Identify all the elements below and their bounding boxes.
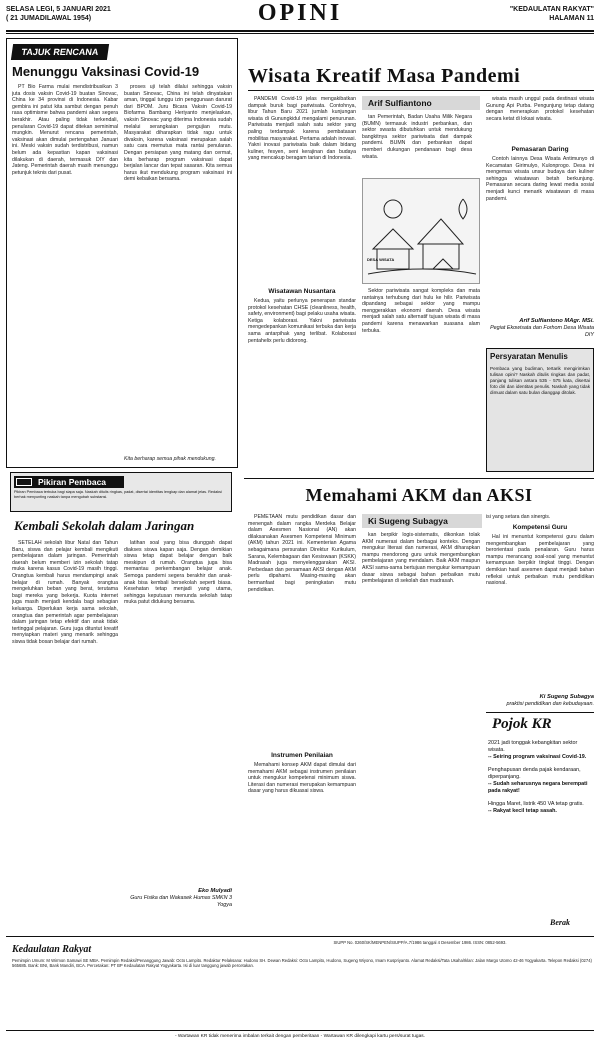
aksi-byline [486,694,594,708]
wisata-author: Arif Sulfiantono MAgr. MSi. [519,318,594,324]
masthead-logo: Kedaulatan Rakyat [12,944,92,955]
header-paper-line2: HALAMAN 11 [549,15,594,22]
footer-tagline: - Wartawan KR tidak menerima imbalan terkait dengan pemberitaan - Wartawan KR dilengkapi kartu pers/surat tugas. [175,1034,425,1039]
wisata-col3b [486,156,594,316]
village-illustration-svg [363,179,480,284]
pojok-item2-resp: -- Sudah seharusnya negara berempati pada rakyat! [488,781,588,794]
tajuk-title: Menunggu Vaksinasi Covid-19 [12,64,200,79]
footer-rule [6,1030,594,1031]
wisata-title-rule [248,90,594,91]
aksi-author: Ki Sugeng Subagya [539,694,594,700]
masthead-details: Pemimpin Umum: M Wirmon Samawi SE MBA. Pemimpin Redaksi/Penanggung Jawab: Octo Lampito. Redaktur Pelaksana: Hudono SH. Dewan Redaksi: Octo Lampito, Hudono, Sugeng Wiyono, Imam Kuspriyanto. Alamat Redaksi/Tata Usaha/Iklan: Jalan Margo Utomo 42-46 Yogyakarta. Telepon Redaksi (0274) 565685. Bank: BNI, Bank Mandiri, BCA. Percetakan: PT BP Kedaulatan Rakyat Yogyakarta. Isi di luar tanggung jawab percetakan. [12,958,592,969]
wisata-author-note: Pegiat Ekowisata dan Forhom Desa Wisata DIY [490,325,594,338]
aksi-col1-text: PEMETAAN mutu pendidikan dasar dan menengah dalam rangka Merdeka Belajar dalam Asesmen Nasional (AN) akan dilaksanakan Asesmen Kompetensi Minimum (AKM) tahun 2021 ini. Kementerian Agama sebagaimana persuratan Direktur Kurikulum, Sarana, Kelembagaan dan Kesiswaan (KSKK) Madrasah juga menyelenggarakan AKSI. Perbedaan dan persamaan AKSI dengan AKM perlu dipahami. Masing-masing akan bermanfaat bagi peningkatan mutu pendidikan. [248,514,356,593]
pikiran-col1-text: SETELAH sekolah libur Natal dan Tahun Baru, siswa dan pelajar kembali mengikuti pembelajaran dalam jaringan. Pemerintah daerah belum memberi izin sekolah tatap muka karena kasus Covid-19 masih tinggi. Orangtua kembali harus mendampingi anak belajar di rumah. Banyak orangtua mengeluhkan beban yang berat, terutama bagi mereka yang bekerja. Kuota internet juga masih menjadi kendala bagi sebagian keluarga. Diperlukan kerja sama sekolah, orangtua dan pemerintah agar pembelajaran dalam jaringan tetap efektif dan anak tidak tertinggal pelajaran. Guru juga dituntut kreatif menyiapkan materi yang menarik sehingga siswa tidak bosan belajar dari rumah. [12,540,118,645]
wisata-col2b-text: Sektor pariwisata sangat kompleks dan mata rantainya terhubung dari hulu ke hilir. Pariwisata dipandang sebagai sektor yang mampu menggerakkan ekonomi daerah. Desa wisata menjadi salah satu alternatif tujuan wisata di masa pandemi karena menawarkan suasana alam terbuka. [362,288,480,334]
wisata-col1-text: PANDEMI Covid-19 jelas mengakibatkan dampak buruk bagi pariwisata. Contohnya, libur Tahun Baru 2021 jumlah kunjungan wisata di Gunungkidul mengalami penurunan. Pariwisata menjadi salah satu sektor yang paling terdampak karena pembatasan mobilitas masyarakat. Pertama adalah inovasi. Yakni inovasi pariwisata baik dalam bidang kuliner, fesyen, seni kerajinan dan budaya yang mencakup beragam tarian di Indonesia. [248,96,356,162]
wisata-title: Wisata Kreatif Masa Pandemi [248,65,521,87]
wisata-author-band: Arif Sulfiantono [362,96,480,110]
aksi-col1b [248,762,356,932]
pojok-title: Pojok KR [492,716,552,732]
pojok-item1: 2021 jadi tonggak kebangkitan sektor wisata. [488,740,578,753]
pojok-signature: Berak [550,918,570,927]
pikiran-byline [124,888,232,909]
aksi-col3: isi yang setara dan sinergis. [486,514,551,520]
wisata-col1b-text: Kedua, yaitu perlunya penerapan standar protokol kesehatan CHSE (cleanliness, health, safety, environment) bagi pelaku usaha wisata. Ketiga kolaborasi. Yakni pariwisata mengedepankan komunikasi terbuka dan kerja sama antarpihak yang terlibat. Kolaborasi pentahelix perlu didorong. [248,298,356,344]
wisata-col3-subhead: Pemasaran Daring [511,146,569,153]
aksi-col2 [362,532,480,932]
persyaratan-title: Persyaratan Menulis [490,352,568,361]
tajuk-col1-text: PT Bio Farma mulai mendistribusikan 3 juta dosis vaksin Covid-19 buatan Sinovac, China ke 34 provinsi di Indonesia. Kabar gembira ini patut kita sambut dengan penuh rasa optimisme bahwa pandemi akan segera berakhir. Atau paling tidak terkendali, penularan Covid-19 dapat ditekan seminimal mungkin. Menurut rencana pemerintah, vaksinasi akan dimulai pertengahan Januari ini. Meski vaksin sudah terdistribusi, namun belum ada kepastian kapan vaksinasi dilakukan di daerah, termasuk DIY dan Jateng. Pemerintah daerah masih menunggu petunjuk teknis dari pusat. [12,84,118,176]
wisata-col3b-text: Contoh lainnya Desa Wisata Antimunyo di Kecamatan Girimulyo, Kulonprogo. Desa ini mengemas wisata unsur budaya dan kuliner sehingga wisatawan betah berkunjung. Pemasaran secara daring lewat media sosial menjadi kunci menarik wisatawan di masa pandemi. [486,156,594,202]
pojok-item3: Hingga Maret, listrik 450 VA tetap gratis. [488,801,584,807]
wisata-col2 [362,114,472,174]
pikiran-title: Kembali Sekolah dalam Jaringan [14,518,195,533]
aksi-title: Memahami AKM dan AKSI [305,485,533,505]
pikiran-author: Eko Mulyadi [198,888,232,894]
tajuk-col2 [124,84,232,454]
pojok-rule [486,712,594,713]
pikiran-col1 [12,540,118,930]
pojok-item3-resp: -- Rakyat kecil tetap sasah. [488,808,557,814]
masthead-rule [6,936,594,937]
header-date-line1: SELASA LEGI, 5 JANUARI 2021 [6,6,111,13]
pojok-item1-resp: -- Seiring program vaksinasi Covid-19. [488,754,587,760]
wisata-col3 [486,96,594,142]
wisata-subhead: Wisatawan Nusantara [268,288,336,295]
pikiran-author-note: Guru Fisika dan Wakasek Humas SMKN 3 Yogya [130,895,232,908]
section-title: OPINI [257,0,343,26]
aksi-author-band: Ki Sugeng Subagya [362,514,482,528]
aksi-col3b [486,534,594,692]
persyaratan-text: Pembaca yang budiman, tertarik mengirimkan tulisan opini? Naskah ditulis ringkas dan padat, panjang tulisan antara 535 - 575 kata, disertai foto diri dan identitas penulis. Naskah yang tidak dimuat dalam satu bulan dianggap ditolak. [490,366,590,395]
wisata-col3-text: wisata masih unggul pada destinasi wisata Gunung Api Purba. Pengunjung tetap datang dengan menerapkan protokol kesehatan secara ketat di lokasi wisata. [486,96,594,122]
aksi-top-rule [244,478,594,479]
aksi-col1 [248,514,356,748]
tajuk-signoff: Kita berharap semua pihak mendukung. [124,456,216,462]
pikiran-label: Pikiran Pembaca [14,476,124,488]
wisata-col2b [362,288,480,468]
header-paper [510,5,594,23]
pikiran-notice: Pikiran Pembaca terbuka bagi siapa saja. Naskah ditulis ringkas, padat, disertai identitas lengkap dan alamat jelas. Redaksi berhak menyunting naskah tanpa mengubah substansi. [14,490,222,499]
wisata-col1b [248,298,356,468]
header-rule-thin [6,33,594,34]
aksi-col1b-text: Memahami konsep AKM dapat dimulai dari memahami AKM sebagai instrumen penilaian untuk mengukur kompetensi minimum siswa. Literasi dan numerasi merupakan kemampuan dasar yang harus dikuasai siswa. [248,762,356,795]
header-paper-line1: "KEDAULATAN RAKYAT" [509,6,594,13]
aksi-col3b-text: Hal ini menuntut kompetensi guru dalam mengembangkan pembelajaran yang berorientasi pada penalaran. Guru harus mampu merancang soal-soal yang menuntut kemampuan berpikir tingkat tinggi. Dengan demikian hasil asesmen dapat menjadi bahan refleksi untuk perbaikan mutu pendidikan nasional. [486,534,594,587]
aksi-col3-subhead: Kompetensi Guru [512,524,568,531]
envelope-icon [16,478,32,486]
wisata-col1 [248,96,356,286]
tajuk-col1 [12,84,118,464]
pojok-item2: Penghapusan denda pajak kendaraan, diperpanjang. [488,767,581,780]
tajuk-label: TAJUK RENCANA [11,44,109,60]
wisata-col2-text: tan Pemerintah, Badan Usaha Milik Negara (BUMN) termasuk industri perbankan, dan sektor swasta dibutuhkan untuk mendukung bangkitnya sektor pariwisata dari dampak pandemi. BUMN dan perbankan dapat memberi dukungan pendanaan bagi desa wisata. [362,114,472,160]
aksi-col2-text: kan berpikir logis-sistematis, dikonkan tolak AKM numerasi dalam berbagai konteks. Dengan mengukur literasi dan numerasi, AKM diharapkan mampu mendorong guru untuk mengembangkan pembelajaran yang mendalam. Baik AKM maupun AKSI sama-sama bertujuan mengukur kemampuan dasar siswa sebagai bahan perbaikan mutu pembelajaran di sekolah dan madrasah. [362,532,480,585]
pikiran-col2 [124,540,232,880]
wisata-illustration [362,178,480,284]
masthead-permit: SIUPP No. 0260/SK/MENPEN/SIUPP/A.7/1986 tanggal 4 Desember 1986. ISSN: 0852-5693. [333,940,507,945]
tajuk-col2-text: proses uji telah dilalui sehingga vaksin buatan Sinovac, China ini telah dinyatakan aman, tinggal tunggu izin penggunaan darurat dari BPOM. Juru Bicara Vaksin Covid-19 Biofarma Bambang Heriyanto menjelaskan, vaksin Sinovac yang diterima Indonesia sudah melalui serangkaian pengujian mutu. Masyarakat diharapkan tidak ragu untuk divaksin, karena vaksinasi merupakan salah satu cara memutus mata rantai penularan. Dengan persiapan yang matang dan cermat, kita berharap program vaksinasi dapat berjalan lancar dan tepat sasaran. Kita semua harus ikut mendukung program vaksinasi ini demi kebaikan bersama. [124,84,232,183]
aksi-author-note: praktisi pendidikan dan kebudayaan. [506,701,594,707]
pikiran-col2-text: latihan soal yang bisa diunggah dapat diakses siswa kapan saja. Dengan demikian siswa tetap dapat belajar dengan baik meskipun di rumah. Orangtua juga bisa memantau perkembangan belajar anak. Semoga pandemi segera berakhir dan anak-anak bisa kembali bersekolah seperti biasa. Kesehatan tetap menjadi yang utama, sehingga keputusan menunda sekolah tatap muka patut didukung bersama. [124,540,232,606]
aksi-subhead: Instrumen Penilaian [271,752,333,759]
header-date-line2: ( 21 JUMADILAWAL 1954) [6,15,92,22]
illustration-caption: DESA WISATA [367,257,395,262]
header-rule [6,30,594,32]
pojok-items [488,740,592,815]
wisata-byline [486,318,594,339]
